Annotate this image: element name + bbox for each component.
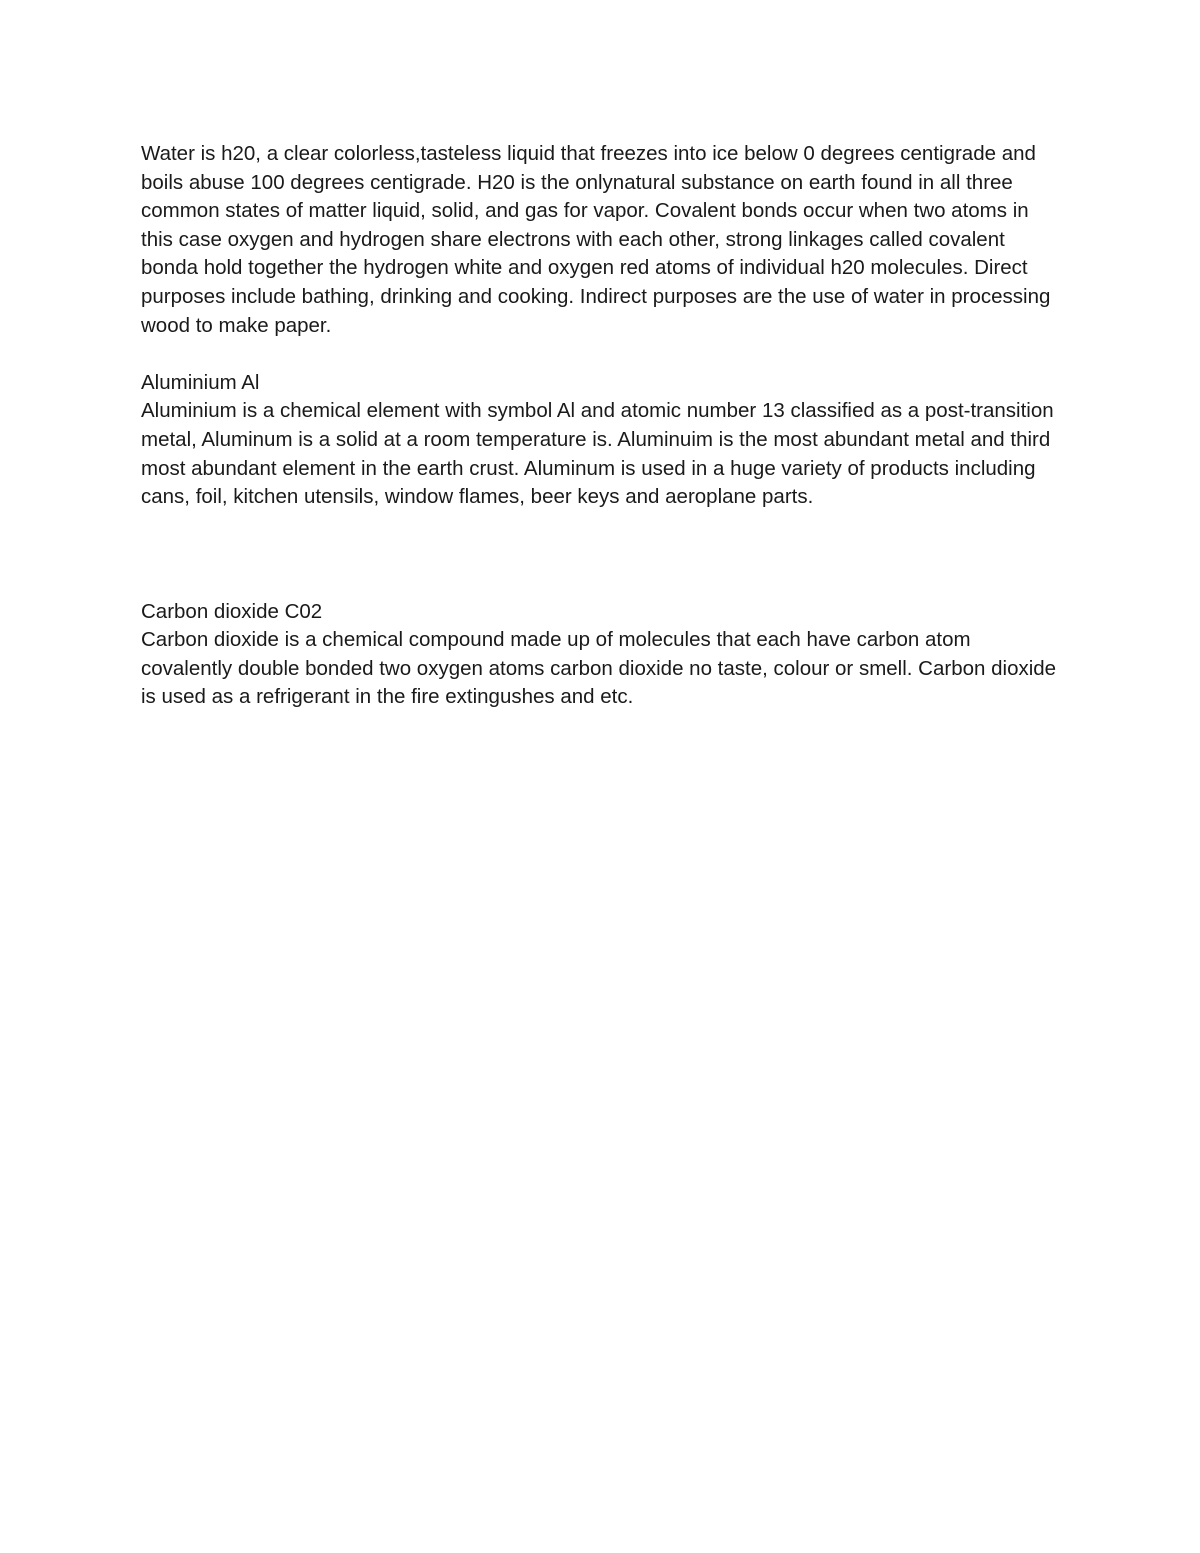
carbon-dioxide-paragraph: Carbon dioxide is a chemical compound made up of molecules that each have carbon atom covalently double bonded two oxygen atoms carbon dioxide no taste, colour or smell. Carbon dioxide is used as a refrigerant in the fire extingushes and etc. [141, 628, 1057, 709]
aluminium-paragraph: Aluminium is a chemical element with symbol Al and atomic number 13 classified as a post-transition metal, Aluminum is a solid at a room temperature is. Aluminuim is the most abundant metal and third most abundant element in the earth crust. Aluminum is used in a huge variety of products including cans, foil, kitchen utensils, window flames, beer keys and aeroplane parts. [141, 399, 1054, 509]
aluminium-heading: Aluminium Al [141, 370, 260, 394]
paragraph-spacer [141, 340, 1061, 369]
carbon-dioxide-heading: Carbon dioxide C02 [141, 599, 323, 623]
section-spacer [141, 512, 1061, 598]
water-paragraph: Water is h20, a clear colorless,tasteless liquid that freezes into ice below 0 degrees centigrade and boils abuse 100 degrees centigrade. H20 is the onlynatural substance on earth found in all three common states of matter liquid, solid, and gas for vapor. Covalent bonds occur when two atoms in this case oxygen and hydrogen share electrons with each other, strong linkages called covalent bonda hold together the hydrogen white and oxygen red atoms of individual h20 molecules. Direct purposes include bathing, drinking and cooking. Indirect purposes are the use of water in processing wood to make paper. [141, 142, 1051, 337]
document-content [141, 140, 1061, 712]
